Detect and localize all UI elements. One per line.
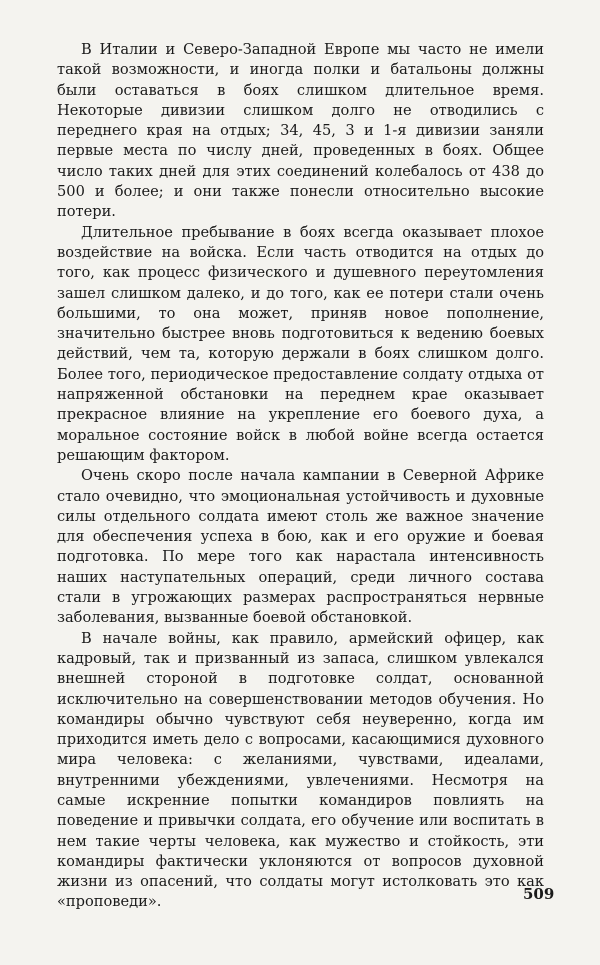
paragraph-3: Очень скоро после начала кампании в Северной Африке стало очевидно, что эмоциональная устойчивость и духовные силы отдельного солдата имеют столь же важное значение для обеспечения успеха в бою, как и его оружие и боевая подготовка. По мере того как нарастала интенсивность наших наступательных операций, среди личного состава стали в угрожающих размерах распространяться нервные заболевания, вызванные боевой обстановкой. (57, 467, 544, 627)
page-number: 509 (523, 885, 555, 903)
page-body (57, 40, 544, 913)
paragraph-4: В начале войны, как правило, армейский офицер, как кадровый, так и призванный из запаса, слишком увлекался внешней стороной в подготовке солдат, основанной исключительно на совершенствовании методов обучения. Но командиры обычно чувствуют себя неуверенно, когда им приходится иметь дело с вопросами, касающимися духовного мира человека: с желаниями, чувствами, идеалами, внутренними убеждениями, увлечениями. Несмотря на самые искренние попытки командиров повлиять на поведение и привычки солдата, его обучение или воспитать в нем такие черты человека, как мужество и стойкость, эти командиры фактически уклоняются от вопросов духовной жизни из опасений, что солдаты могут истолковать это как «проповеди». (57, 629, 544, 911)
paragraph-2: Длительное пребывание в боях всегда оказывает плохое воздействие на войска. Если часть отводится на отдых до того, как процесс физического и душевного переутомления зашел слишком далеко, и до того, как ее потери стали очень большими, то она может, приняв новое пополнение, значительно быстрее вновь подготовиться к ведению боевых действий, чем та, которую держали в боях слишком долго. Более того, периодическое предоставление солдату отдыха от напряженной обстановки на переднем крае оказывает прекрасное влияние на укрепление его боевого духа, а моральное состояние войск в любой войне всегда остается решающим фактором. (57, 223, 544, 464)
paragraph-1: В Италии и Северо-Западной Европе мы часто не имели такой возможности, и иногда полки и батальоны должны были оставаться в боях слишком длительное время. Некоторые дивизии слишком долго не отводились с переднего края на отдых; 34, 45, 3 и 1-я дивизии заняли первые места по числу дней, проведенных в боях. Общее число таких дней для этих соединений колебалось от 438 до 500 и более; и они также понесли относительно высокие потери. (57, 41, 544, 221)
